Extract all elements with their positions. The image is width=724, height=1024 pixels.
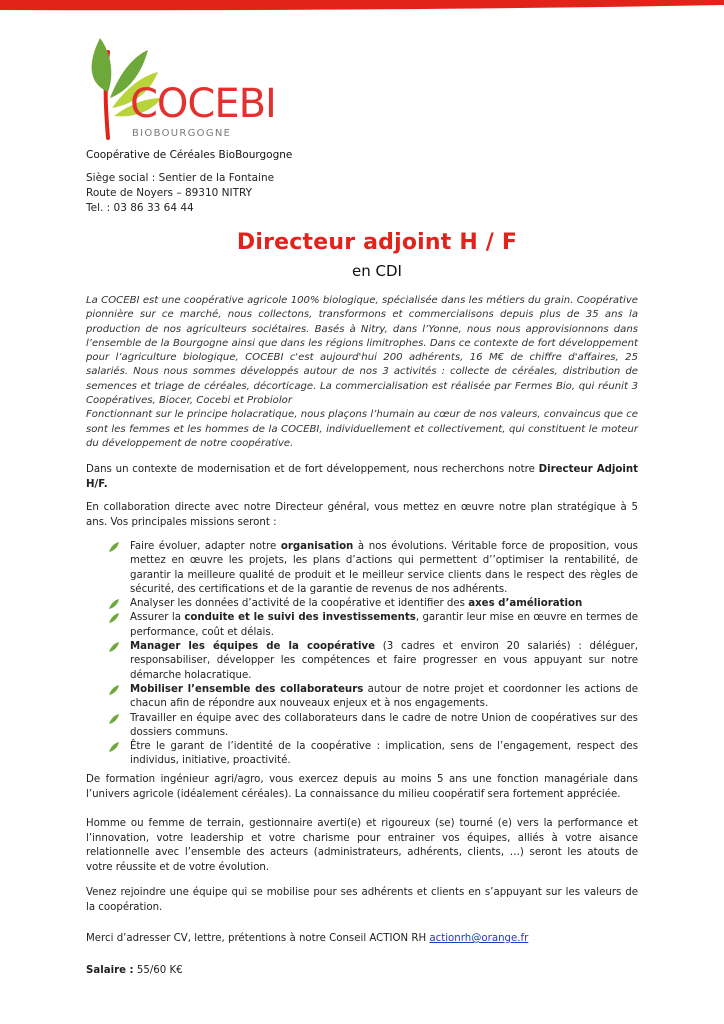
logo-subtitle: BIOBOURGOGNE: [132, 128, 232, 139]
header-red-swoosh: [0, 0, 724, 12]
mission-text: Assurer la: [130, 612, 185, 624]
mission-text-end: autour de notre projet et coordonner les actions de chacun afin de répondre aux nouveaux enjeux et à nos engagements.: [130, 683, 638, 710]
mission-text: Être le garant de l’identité de la coopérative : implication, sens de l’engagement, respect des individus, initiative, proactivité.: [130, 741, 638, 767]
join-paragraph: Venez rejoindre une équipe qui se mobilise pour ses adhérents et clients en s’appuyant sur les valeurs de la coopération.: [86, 887, 638, 913]
intro-part-2: c'est aujourd'hui 200 adhérents, 16 M€ de chiffre d'affaires, 25 salariés. Nous nous sommes développés autour de nos 3 activités : collecte de céréales, distribution de semences et triage de céréales, décorticage. La commercialisation est réalisée par Fermes Bio, qui réunit 3 Coopératives, Biocer, Cocebi et Probiolor: [86, 352, 638, 407]
leaf-bullet-icon: [108, 598, 120, 610]
address-block: [86, 171, 274, 216]
mission-item: [108, 683, 638, 712]
profile-paragraph: Homme ou femme de terrain, gestionnaire averti(e) et rigoureux (se) tourné (e) vers la performance et l’innovation, votre leadership et votre charisme pour entrainer vos équipes, alliés à votre aisance relationnelle avec l’ensemble des acteurs (administrateurs, adhérents, clients, …) seront les atouts de votre réussite et de votre évolution.: [86, 818, 638, 873]
leaf-bullet-icon: [108, 741, 120, 753]
address-line-head-office: Siège social : Sentier de la Fontaine: [86, 172, 275, 184]
leaf-bullet-icon: [108, 541, 120, 553]
intro-part-3: Fonctionnant sur le principe holacratique, nous plaçons l’humain au cœur de nos valeurs, convaincus que ce sont les femmes et les hommes de la COCEBI, individuellement et collectivement, qui constituent le moteur du développement de notre coopérative.: [86, 409, 638, 449]
company-intro: [86, 294, 638, 451]
email-link[interactable]: actionrh@orange.fr: [429, 933, 529, 944]
mission-item: [108, 540, 638, 597]
mission-text: Travailler en équipe avec des collaborateurs dans le cadre de notre Union de coopératives sur des dossiers communs.: [130, 712, 638, 738]
salary-value: 55/60 K€: [133, 965, 183, 976]
mission-text-end: , garantir leur mise en œuvre en termes de performance, coût et délais.: [130, 612, 638, 638]
salary-line: [86, 964, 638, 979]
intro-part-1: La COCEBI est une coopérative agricole 100% biologique, spécialisée dans les métiers du grain. Coopérative pionnière sur ce marché, nous collectons, transformons et commercialisons depuis plus de 35 ans la production de nos agriculteurs sociétaires. Basés à Nitry, dans l’Yonne, nous nous approvisionnons dans l’ensemble de la Bourgogne ainsi que dans les régions limitrophes. Dans ce contexte de fort développement pour l’agriculture biologique, COCEBI: [86, 295, 638, 364]
mission-highlight: Manager les équipes de la coopérative: [130, 641, 376, 653]
leaf-bullet-icon: [108, 641, 120, 653]
logo-wordmark: COCEBI: [130, 81, 276, 127]
context-position: Directeur Adjoint H/F.: [86, 464, 638, 490]
mission-highlight: organisation: [280, 541, 354, 552]
mission-text-end: (3 cadres et environ 20 salariés) : déléguer, responsabiliser, développer les compétences et faire progresser en vous appuyant sur notre démarche holacratique.: [130, 641, 638, 681]
contract-type: en CDI: [352, 262, 402, 280]
mission-item: [108, 740, 638, 769]
education-paragraph: De formation ingénieur agri/agro, vous exercez depuis au moins 5 ans une fonction managériale dans l’univers agricole (idéalement céréales). La connaissance du milieu coopératif sera fortement appréciée.: [86, 774, 638, 800]
context-text: Dans un contexte de modernisation et de fort développement, nous recherchons notre: [86, 464, 539, 475]
mission-highlight: Mobiliser l’ensemble des collaborateurs: [130, 683, 364, 695]
job-title: Directeur adjoint H / F: [236, 230, 518, 255]
salary-label: Salaire :: [86, 965, 134, 976]
leaf-bullet-icon: [108, 612, 120, 624]
mission-text: Faire évoluer, adapter notre: [130, 541, 281, 552]
mission-highlight: axes d’amélioration: [468, 598, 583, 610]
collaboration-paragraph: En collaboration directe avec notre Directeur général, vous mettez en œuvre notre plan stratégique à 5 ans. Vos principales missions seront :: [86, 502, 638, 528]
apply-paragraph: [86, 932, 638, 947]
leaf-bullet-icon: [108, 713, 120, 725]
address-line-phone: Tel. : 03 86 33 64 44: [86, 202, 194, 214]
mission-item: [108, 640, 638, 683]
address-line-street: Route de Noyers – 89310 NITRY: [86, 187, 253, 199]
missions-list: [108, 540, 638, 769]
apply-text: Merci d’adresser CV, lettre, prétentions à notre Conseil ACTION RH: [86, 933, 430, 944]
context-paragraph: [86, 463, 638, 492]
mission-item: [108, 712, 638, 741]
mission-item: [108, 597, 638, 611]
mission-highlight: conduite et le suivi des investissements: [184, 612, 416, 624]
mission-text-end: à nos évolutions. Véritable force de proposition, vous mettez en œuvre les projets, les plans d’actions qui permettent d’’optimiser la rentabilité, de garantir la meilleure qualité de produit et le meilleur service clients dans le respect des règles de sécurité, des certifications et de la garantie de revenus de nos adhérents.: [130, 541, 638, 595]
mission-text: Analyser les données d’activité de la coopérative et identifier des: [130, 598, 469, 610]
leaf-bullet-icon: [108, 684, 120, 696]
mission-item: [108, 611, 638, 640]
cooperative-name: Coopérative de Céréales BioBourgogne: [86, 149, 293, 161]
cocebi-logo: [86, 32, 306, 142]
